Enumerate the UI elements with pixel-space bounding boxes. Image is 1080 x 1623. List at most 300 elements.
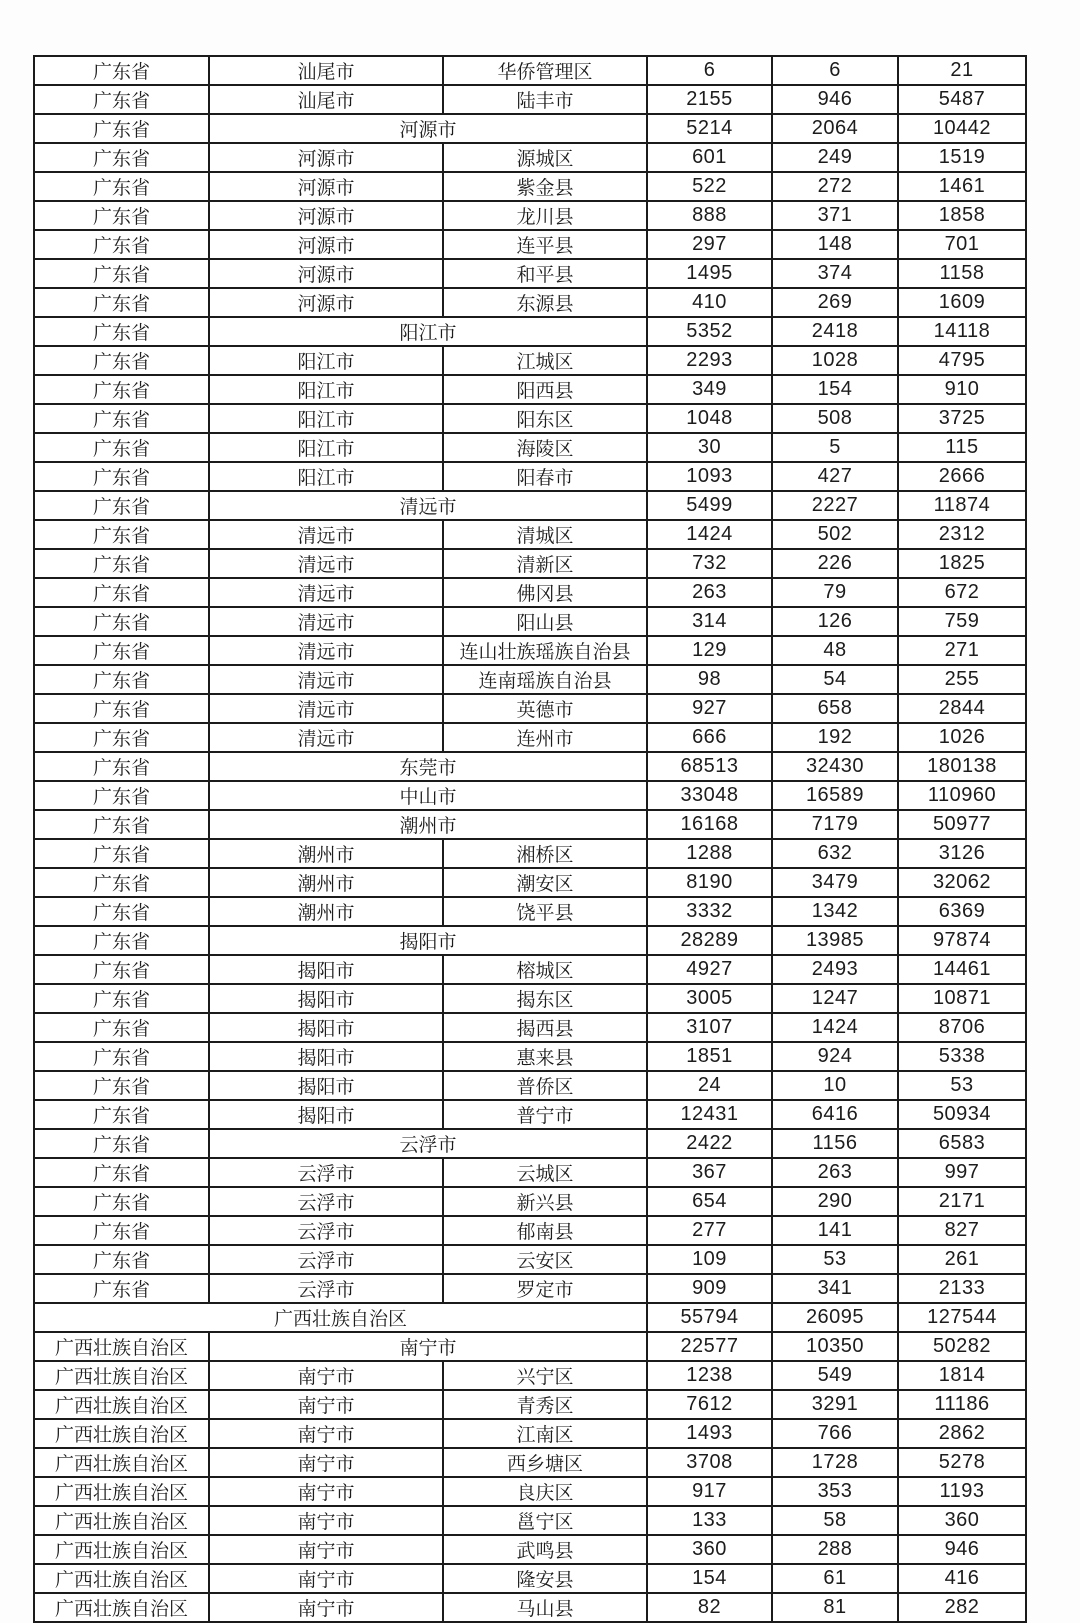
- value-cell: 48: [772, 636, 898, 665]
- value-cell: 917: [647, 1477, 772, 1506]
- province-cell: 广东省: [34, 578, 209, 607]
- value-cell: 261: [898, 1245, 1026, 1274]
- district-cell: 兴宁区: [443, 1361, 647, 1390]
- city-cell: 清远市: [209, 723, 443, 752]
- value-cell: 410: [647, 288, 772, 317]
- city-cell: 揭阳市: [209, 1071, 443, 1100]
- province-cell: 广西壮族自治区: [34, 1564, 209, 1593]
- district-cell: 东源县: [443, 288, 647, 317]
- province-cell: 广东省: [34, 839, 209, 868]
- table-row: [34, 317, 1026, 346]
- table-row: [34, 1332, 1026, 1361]
- value-cell: 255: [898, 665, 1026, 694]
- table-row: [34, 694, 1026, 723]
- city-cell: 南宁市: [209, 1506, 443, 1535]
- province-cell: 广西壮族自治区: [34, 1593, 209, 1622]
- value-cell: 154: [772, 375, 898, 404]
- province-cell: 广东省: [34, 1100, 209, 1129]
- province-cell: 广西壮族自治区: [34, 1361, 209, 1390]
- table-row: [34, 404, 1026, 433]
- province-cell: 广西壮族自治区: [34, 1477, 209, 1506]
- city-cell: 阳江市: [209, 433, 443, 462]
- value-cell: 282: [898, 1593, 1026, 1622]
- city-cell: 清远市: [209, 549, 443, 578]
- value-cell: 26095: [772, 1303, 898, 1332]
- value-cell: 4795: [898, 346, 1026, 375]
- city-cell: 南宁市: [209, 1593, 443, 1622]
- city-cell: 清远市: [209, 694, 443, 723]
- value-cell: 2227: [772, 491, 898, 520]
- province-cell: 广东省: [34, 230, 209, 259]
- value-cell: 508: [772, 404, 898, 433]
- value-cell: 1158: [898, 259, 1026, 288]
- value-cell: 22577: [647, 1332, 772, 1361]
- value-cell: 732: [647, 549, 772, 578]
- province-cell: 广东省: [34, 404, 209, 433]
- province-cell: 广东省: [34, 810, 209, 839]
- city-cell: 揭阳市: [209, 1013, 443, 1042]
- city-merged-cell: 东莞市: [209, 752, 647, 781]
- city-cell: 云浮市: [209, 1216, 443, 1245]
- value-cell: 888: [647, 201, 772, 230]
- city-cell: 揭阳市: [209, 984, 443, 1013]
- value-cell: 759: [898, 607, 1026, 636]
- value-cell: 1238: [647, 1361, 772, 1390]
- value-cell: 3725: [898, 404, 1026, 433]
- province-cell: 广西壮族自治区: [34, 1390, 209, 1419]
- value-cell: 3291: [772, 1390, 898, 1419]
- value-cell: 1093: [647, 462, 772, 491]
- city-cell: 河源市: [209, 230, 443, 259]
- province-cell: 广东省: [34, 317, 209, 346]
- value-cell: 502: [772, 520, 898, 549]
- value-cell: 2155: [647, 85, 772, 114]
- table-row: [34, 1013, 1026, 1042]
- value-cell: 1825: [898, 549, 1026, 578]
- district-cell: 邕宁区: [443, 1506, 647, 1535]
- district-cell: 阳东区: [443, 404, 647, 433]
- value-cell: 81: [772, 1593, 898, 1622]
- value-cell: 127544: [898, 1303, 1026, 1332]
- province-cell: 广西壮族自治区: [34, 1535, 209, 1564]
- value-cell: 2293: [647, 346, 772, 375]
- city-cell: 清远市: [209, 665, 443, 694]
- table-row: [34, 1129, 1026, 1158]
- province-cell: 广东省: [34, 926, 209, 955]
- province-cell: 广东省: [34, 607, 209, 636]
- province-cell: 广东省: [34, 143, 209, 172]
- city-cell: 汕尾市: [209, 56, 443, 85]
- value-cell: 109: [647, 1245, 772, 1274]
- table-row: [34, 143, 1026, 172]
- value-cell: 910: [898, 375, 1026, 404]
- city-cell: 揭阳市: [209, 955, 443, 984]
- value-cell: 1851: [647, 1042, 772, 1071]
- value-cell: 1028: [772, 346, 898, 375]
- value-cell: 349: [647, 375, 772, 404]
- value-cell: 97874: [898, 926, 1026, 955]
- value-cell: 8706: [898, 1013, 1026, 1042]
- value-cell: 7612: [647, 1390, 772, 1419]
- statistics-table: [33, 55, 1027, 1623]
- province-cell: 广东省: [34, 1042, 209, 1071]
- value-cell: 416: [898, 1564, 1026, 1593]
- value-cell: 1288: [647, 839, 772, 868]
- district-cell: 云安区: [443, 1245, 647, 1274]
- city-cell: 阳江市: [209, 346, 443, 375]
- city-merged-cell: 南宁市: [209, 1332, 647, 1361]
- province-cell: 广东省: [34, 955, 209, 984]
- city-cell: 河源市: [209, 172, 443, 201]
- value-cell: 249: [772, 143, 898, 172]
- value-cell: 1493: [647, 1419, 772, 1448]
- table-row: [34, 1361, 1026, 1390]
- district-cell: 源城区: [443, 143, 647, 172]
- value-cell: 290: [772, 1187, 898, 1216]
- district-cell: 青秀区: [443, 1390, 647, 1419]
- value-cell: 10350: [772, 1332, 898, 1361]
- province-cell: 广东省: [34, 114, 209, 143]
- value-cell: 61: [772, 1564, 898, 1593]
- district-cell: 清城区: [443, 520, 647, 549]
- value-cell: 5: [772, 433, 898, 462]
- value-cell: 98: [647, 665, 772, 694]
- table-row: [34, 1245, 1026, 1274]
- value-cell: 3479: [772, 868, 898, 897]
- city-cell: 南宁市: [209, 1361, 443, 1390]
- value-cell: 4927: [647, 955, 772, 984]
- city-cell: 阳江市: [209, 375, 443, 404]
- city-cell: 揭阳市: [209, 1100, 443, 1129]
- value-cell: 6583: [898, 1129, 1026, 1158]
- province-merged-cell: 广西壮族自治区: [34, 1303, 647, 1332]
- province-cell: 广西壮族自治区: [34, 1506, 209, 1535]
- value-cell: 1461: [898, 172, 1026, 201]
- district-cell: 普宁市: [443, 1100, 647, 1129]
- value-cell: 701: [898, 230, 1026, 259]
- city-cell: 阳江市: [209, 404, 443, 433]
- value-cell: 263: [772, 1158, 898, 1187]
- table-row: [34, 230, 1026, 259]
- province-cell: 广东省: [34, 1187, 209, 1216]
- district-cell: 紫金县: [443, 172, 647, 201]
- province-cell: 广东省: [34, 636, 209, 665]
- province-cell: 广东省: [34, 85, 209, 114]
- city-cell: 南宁市: [209, 1448, 443, 1477]
- value-cell: 2666: [898, 462, 1026, 491]
- value-cell: 11186: [898, 1390, 1026, 1419]
- city-merged-cell: 云浮市: [209, 1129, 647, 1158]
- table-row: [34, 752, 1026, 781]
- value-cell: 50977: [898, 810, 1026, 839]
- district-cell: 良庆区: [443, 1477, 647, 1506]
- province-cell: 广东省: [34, 1274, 209, 1303]
- value-cell: 6416: [772, 1100, 898, 1129]
- value-cell: 1814: [898, 1361, 1026, 1390]
- table-row: [34, 1187, 1026, 1216]
- district-cell: 阳西县: [443, 375, 647, 404]
- value-cell: 10442: [898, 114, 1026, 143]
- city-cell: 河源市: [209, 143, 443, 172]
- value-cell: 654: [647, 1187, 772, 1216]
- province-cell: 广东省: [34, 1216, 209, 1245]
- district-cell: 佛冈县: [443, 578, 647, 607]
- value-cell: 3708: [647, 1448, 772, 1477]
- district-cell: 武鸣县: [443, 1535, 647, 1564]
- value-cell: 21: [898, 56, 1026, 85]
- value-cell: 133: [647, 1506, 772, 1535]
- value-cell: 1048: [647, 404, 772, 433]
- value-cell: 50282: [898, 1332, 1026, 1361]
- table-row: [34, 578, 1026, 607]
- value-cell: 54: [772, 665, 898, 694]
- value-cell: 827: [898, 1216, 1026, 1245]
- table-row: [34, 839, 1026, 868]
- value-cell: 12431: [647, 1100, 772, 1129]
- value-cell: 1193: [898, 1477, 1026, 1506]
- city-cell: 南宁市: [209, 1419, 443, 1448]
- province-cell: 广东省: [34, 201, 209, 230]
- city-cell: 南宁市: [209, 1390, 443, 1419]
- city-merged-cell: 阳江市: [209, 317, 647, 346]
- district-cell: 普侨区: [443, 1071, 647, 1100]
- district-cell: 新兴县: [443, 1187, 647, 1216]
- table-row: [34, 1535, 1026, 1564]
- value-cell: 16168: [647, 810, 772, 839]
- value-cell: 427: [772, 462, 898, 491]
- table-row: [34, 172, 1026, 201]
- city-cell: 潮州市: [209, 897, 443, 926]
- value-cell: 5352: [647, 317, 772, 346]
- value-cell: 371: [772, 201, 898, 230]
- province-cell: 广东省: [34, 549, 209, 578]
- value-cell: 5487: [898, 85, 1026, 114]
- province-cell: 广东省: [34, 868, 209, 897]
- city-merged-cell: 揭阳市: [209, 926, 647, 955]
- value-cell: 632: [772, 839, 898, 868]
- value-cell: 2862: [898, 1419, 1026, 1448]
- value-cell: 154: [647, 1564, 772, 1593]
- city-merged-cell: 潮州市: [209, 810, 647, 839]
- value-cell: 1728: [772, 1448, 898, 1477]
- district-cell: 华侨管理区: [443, 56, 647, 85]
- table-row: [34, 665, 1026, 694]
- value-cell: 3107: [647, 1013, 772, 1042]
- table-row: [34, 1390, 1026, 1419]
- district-cell: 和平县: [443, 259, 647, 288]
- value-cell: 263: [647, 578, 772, 607]
- district-cell: 清新区: [443, 549, 647, 578]
- table-row: [34, 1216, 1026, 1245]
- district-cell: 英德市: [443, 694, 647, 723]
- province-cell: 广东省: [34, 520, 209, 549]
- value-cell: 766: [772, 1419, 898, 1448]
- value-cell: 374: [772, 259, 898, 288]
- city-cell: 云浮市: [209, 1187, 443, 1216]
- table-row: [34, 346, 1026, 375]
- table-row: [34, 810, 1026, 839]
- province-cell: 广西壮族自治区: [34, 1448, 209, 1477]
- district-cell: 隆安县: [443, 1564, 647, 1593]
- value-cell: 11874: [898, 491, 1026, 520]
- city-cell: 清远市: [209, 636, 443, 665]
- value-cell: 271: [898, 636, 1026, 665]
- value-cell: 2493: [772, 955, 898, 984]
- value-cell: 2312: [898, 520, 1026, 549]
- city-cell: 河源市: [209, 201, 443, 230]
- table-row: [34, 56, 1026, 85]
- value-cell: 2064: [772, 114, 898, 143]
- value-cell: 14118: [898, 317, 1026, 346]
- city-cell: 南宁市: [209, 1477, 443, 1506]
- value-cell: 68513: [647, 752, 772, 781]
- value-cell: 126: [772, 607, 898, 636]
- value-cell: 314: [647, 607, 772, 636]
- value-cell: 16589: [772, 781, 898, 810]
- value-cell: 180138: [898, 752, 1026, 781]
- district-cell: 陆丰市: [443, 85, 647, 114]
- value-cell: 297: [647, 230, 772, 259]
- value-cell: 360: [647, 1535, 772, 1564]
- value-cell: 5214: [647, 114, 772, 143]
- value-cell: 672: [898, 578, 1026, 607]
- province-cell: 广东省: [34, 433, 209, 462]
- value-cell: 6: [772, 56, 898, 85]
- table-row: [34, 781, 1026, 810]
- province-cell: 广东省: [34, 288, 209, 317]
- value-cell: 909: [647, 1274, 772, 1303]
- value-cell: 115: [898, 433, 1026, 462]
- table-row: [34, 1477, 1026, 1506]
- city-cell: 清远市: [209, 578, 443, 607]
- value-cell: 13985: [772, 926, 898, 955]
- value-cell: 1519: [898, 143, 1026, 172]
- table-row: [34, 375, 1026, 404]
- table-row: [34, 1448, 1026, 1477]
- province-cell: 广东省: [34, 897, 209, 926]
- city-cell: 清远市: [209, 520, 443, 549]
- table-row: [34, 868, 1026, 897]
- city-cell: 清远市: [209, 607, 443, 636]
- value-cell: 32430: [772, 752, 898, 781]
- district-cell: 罗定市: [443, 1274, 647, 1303]
- table-row: [34, 984, 1026, 1013]
- value-cell: 2418: [772, 317, 898, 346]
- table-row: [34, 1071, 1026, 1100]
- district-cell: 西乡塘区: [443, 1448, 647, 1477]
- value-cell: 10871: [898, 984, 1026, 1013]
- province-cell: 广东省: [34, 723, 209, 752]
- value-cell: 5499: [647, 491, 772, 520]
- district-cell: 湘桥区: [443, 839, 647, 868]
- district-cell: 连南瑶族自治县: [443, 665, 647, 694]
- district-cell: 惠来县: [443, 1042, 647, 1071]
- value-cell: 2844: [898, 694, 1026, 723]
- value-cell: 6369: [898, 897, 1026, 926]
- province-cell: 广东省: [34, 1013, 209, 1042]
- value-cell: 28289: [647, 926, 772, 955]
- city-cell: 潮州市: [209, 839, 443, 868]
- province-cell: 广西壮族自治区: [34, 1332, 209, 1361]
- table-row: [34, 1158, 1026, 1187]
- city-cell: 云浮市: [209, 1274, 443, 1303]
- city-cell: 揭阳市: [209, 1042, 443, 1071]
- district-cell: 连州市: [443, 723, 647, 752]
- value-cell: 3332: [647, 897, 772, 926]
- value-cell: 192: [772, 723, 898, 752]
- table-row: [34, 926, 1026, 955]
- province-cell: 广西壮族自治区: [34, 1419, 209, 1448]
- value-cell: 24: [647, 1071, 772, 1100]
- value-cell: 288: [772, 1535, 898, 1564]
- city-cell: 南宁市: [209, 1564, 443, 1593]
- city-cell: 河源市: [209, 288, 443, 317]
- value-cell: 549: [772, 1361, 898, 1390]
- province-cell: 广东省: [34, 665, 209, 694]
- city-merged-cell: 清远市: [209, 491, 647, 520]
- value-cell: 5338: [898, 1042, 1026, 1071]
- value-cell: 1156: [772, 1129, 898, 1158]
- table-row: [34, 462, 1026, 491]
- city-cell: 阳江市: [209, 462, 443, 491]
- table-row: [34, 201, 1026, 230]
- value-cell: 58: [772, 1506, 898, 1535]
- city-merged-cell: 河源市: [209, 114, 647, 143]
- province-cell: 广东省: [34, 752, 209, 781]
- value-cell: 53: [772, 1245, 898, 1274]
- value-cell: 82: [647, 1593, 772, 1622]
- value-cell: 1247: [772, 984, 898, 1013]
- table-row: [34, 1042, 1026, 1071]
- city-cell: 云浮市: [209, 1158, 443, 1187]
- province-cell: 广东省: [34, 694, 209, 723]
- district-cell: 揭东区: [443, 984, 647, 1013]
- table-row: [34, 259, 1026, 288]
- value-cell: 272: [772, 172, 898, 201]
- value-cell: 522: [647, 172, 772, 201]
- province-cell: 广东省: [34, 1129, 209, 1158]
- value-cell: 277: [647, 1216, 772, 1245]
- table-row: [34, 433, 1026, 462]
- district-cell: 连平县: [443, 230, 647, 259]
- district-cell: 江城区: [443, 346, 647, 375]
- city-merged-cell: 中山市: [209, 781, 647, 810]
- district-cell: 饶平县: [443, 897, 647, 926]
- table-row: [34, 636, 1026, 665]
- district-cell: 连山壮族瑶族自治县: [443, 636, 647, 665]
- value-cell: 2171: [898, 1187, 1026, 1216]
- value-cell: 3005: [647, 984, 772, 1013]
- value-cell: 32062: [898, 868, 1026, 897]
- district-cell: 马山县: [443, 1593, 647, 1622]
- table-row: [34, 723, 1026, 752]
- value-cell: 30: [647, 433, 772, 462]
- value-cell: 1424: [772, 1013, 898, 1042]
- value-cell: 658: [772, 694, 898, 723]
- district-cell: 海陵区: [443, 433, 647, 462]
- table-row: [34, 1506, 1026, 1535]
- table-row: [34, 520, 1026, 549]
- value-cell: 946: [772, 85, 898, 114]
- table-row: [34, 491, 1026, 520]
- value-cell: 367: [647, 1158, 772, 1187]
- value-cell: 997: [898, 1158, 1026, 1187]
- province-cell: 广东省: [34, 375, 209, 404]
- value-cell: 1342: [772, 897, 898, 926]
- value-cell: 946: [898, 1535, 1026, 1564]
- table-row: [34, 1564, 1026, 1593]
- table-row: [34, 955, 1026, 984]
